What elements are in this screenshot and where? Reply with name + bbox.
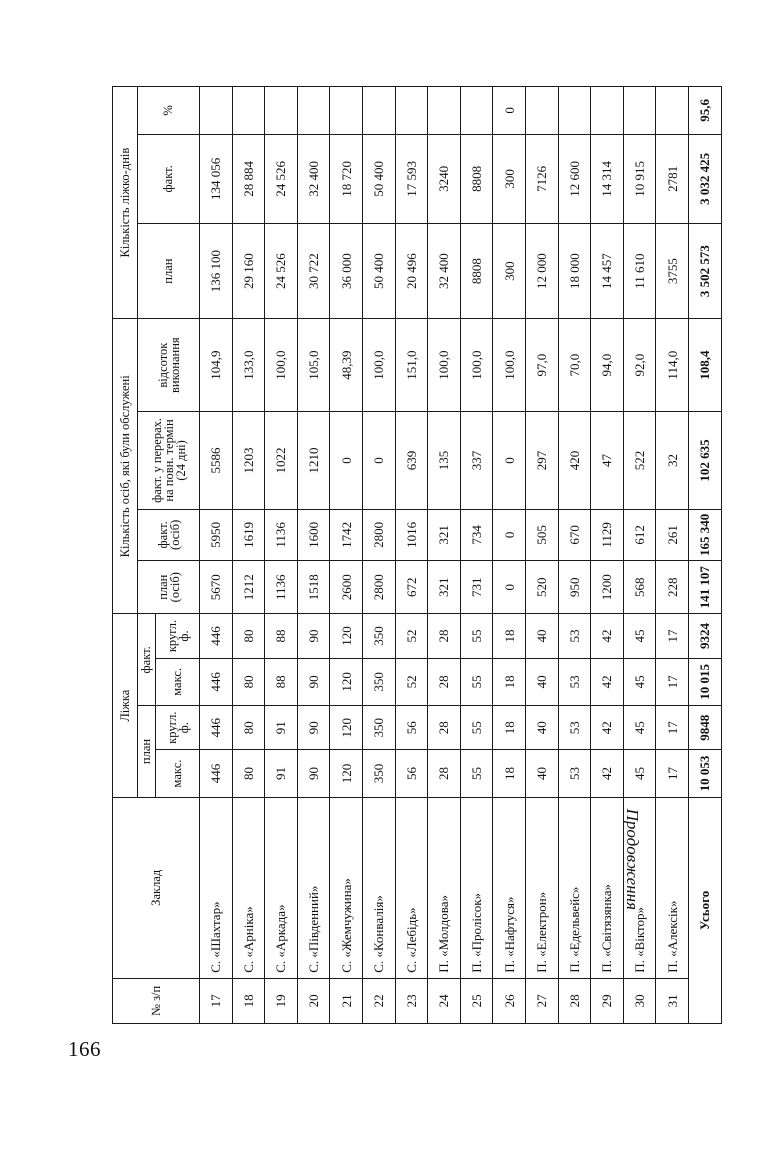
cell-po: 1200 — [591, 560, 624, 614]
cell-po: 228 — [656, 560, 689, 614]
cell-pct — [362, 87, 395, 135]
cell-fo: 261 — [656, 509, 689, 560]
cell-bp: 136 100 — [200, 223, 233, 318]
row-place-name: П. «Молдова» — [428, 797, 461, 978]
cell-fm: 28 — [428, 658, 461, 706]
cell-fo: 1016 — [395, 509, 428, 560]
cell-po: 0 — [493, 560, 526, 614]
row-number: 21 — [330, 978, 363, 1023]
cell-bp: 32 400 — [428, 223, 461, 318]
row-number: 27 — [525, 978, 558, 1023]
cell-pm: 28 — [428, 750, 461, 798]
cell-pct — [623, 87, 656, 135]
sanatorium-statistics-table — [112, 86, 722, 1024]
cell-pm: 42 — [591, 750, 624, 798]
cell-fo: 1129 — [591, 509, 624, 560]
cell-pm: 446 — [200, 750, 233, 798]
total-fm: 10 015 — [688, 658, 721, 706]
cell-fo: 2800 — [362, 509, 395, 560]
cell-pk: 18 — [493, 706, 526, 750]
cell-fm: 40 — [525, 658, 558, 706]
cell-pm: 40 — [525, 750, 558, 798]
row-number: 22 — [362, 978, 395, 1023]
cell-vid: 92,0 — [623, 319, 656, 412]
cell-bp: 18 000 — [558, 223, 591, 318]
cell-pct — [656, 87, 689, 135]
header-fact-kruh: кругл. ф. — [156, 614, 200, 658]
cell-pm: 45 — [623, 750, 656, 798]
cell-pct — [200, 87, 233, 135]
cell-bf: 300 — [493, 134, 526, 223]
cell-fp: 0 — [330, 412, 363, 510]
cell-po: 1136 — [265, 560, 298, 614]
cell-fk: 55 — [460, 614, 493, 658]
cell-vid: 133,0 — [232, 319, 265, 412]
row-place-name: П. «Електрон» — [525, 797, 558, 978]
cell-fp: 337 — [460, 412, 493, 510]
cell-pm: 90 — [297, 750, 330, 798]
cell-fp: 522 — [623, 412, 656, 510]
continuation-label: Продовження — [623, 808, 642, 910]
cell-pk: 90 — [297, 706, 330, 750]
table-row — [493, 87, 526, 1024]
row-place-name: С. «Лебідь» — [395, 797, 428, 978]
cell-pm: 18 — [493, 750, 526, 798]
row-number: 23 — [395, 978, 428, 1023]
cell-pm: 350 — [362, 750, 395, 798]
cell-pct — [232, 87, 265, 135]
cell-fm: 52 — [395, 658, 428, 706]
cell-bf: 18 720 — [330, 134, 363, 223]
row-place-name: П. «Нафтуся» — [493, 797, 526, 978]
row-place-name: П. «Світязянка» — [591, 797, 624, 978]
table-row — [330, 87, 363, 1024]
cell-fk: 40 — [525, 614, 558, 658]
cell-bp: 50 400 — [362, 223, 395, 318]
cell-fo: 734 — [460, 509, 493, 560]
table-row — [428, 87, 461, 1024]
cell-pm: 17 — [656, 750, 689, 798]
cell-fk: 42 — [591, 614, 624, 658]
cell-bf: 3240 — [428, 134, 461, 223]
header-bd-pct: % — [138, 87, 200, 135]
cell-bf: 32 400 — [297, 134, 330, 223]
cell-pk: 56 — [395, 706, 428, 750]
cell-fo: 670 — [558, 509, 591, 560]
cell-fk: 120 — [330, 614, 363, 658]
cell-pct — [525, 87, 558, 135]
header-fact-persons: факт. (осіб) — [138, 509, 200, 560]
cell-bp: 14 457 — [591, 223, 624, 318]
cell-fk: 52 — [395, 614, 428, 658]
header-bd-plan: план — [138, 223, 200, 318]
cell-pk: 17 — [656, 706, 689, 750]
cell-pct: 0 — [493, 87, 526, 135]
cell-pct — [460, 87, 493, 135]
cell-fm: 90 — [297, 658, 330, 706]
cell-pk: 120 — [330, 706, 363, 750]
cell-po: 2800 — [362, 560, 395, 614]
cell-bp: 3755 — [656, 223, 689, 318]
cell-fk: 18 — [493, 614, 526, 658]
cell-vid: 97,0 — [525, 319, 558, 412]
cell-pm: 53 — [558, 750, 591, 798]
table-row — [265, 87, 298, 1024]
cell-pk: 350 — [362, 706, 395, 750]
row-place-name: С. «Конвалія» — [362, 797, 395, 978]
total-fp: 102 635 — [688, 412, 721, 510]
header-number: № з/п — [113, 978, 200, 1023]
cell-fm: 88 — [265, 658, 298, 706]
cell-fp: 639 — [395, 412, 428, 510]
cell-fp: 32 — [656, 412, 689, 510]
cell-fk: 28 — [428, 614, 461, 658]
cell-bf: 14 314 — [591, 134, 624, 223]
cell-pct — [395, 87, 428, 135]
row-place-name: С. «Аркада» — [265, 797, 298, 978]
cell-pm: 80 — [232, 750, 265, 798]
header-persons: Кількість осіб, які були обслужені — [113, 319, 138, 614]
cell-fk: 45 — [623, 614, 656, 658]
total-label: Усього — [688, 797, 721, 1023]
cell-bf: 2781 — [656, 134, 689, 223]
cell-po: 321 — [428, 560, 461, 614]
cell-fp: 420 — [558, 412, 591, 510]
total-bp: 3 502 573 — [688, 223, 721, 318]
cell-vid: 100,0 — [493, 319, 526, 412]
cell-fp: 0 — [362, 412, 395, 510]
cell-pk: 40 — [525, 706, 558, 750]
cell-fm: 446 — [200, 658, 233, 706]
table-row — [297, 87, 330, 1024]
cell-fk: 88 — [265, 614, 298, 658]
cell-pm: 56 — [395, 750, 428, 798]
cell-fp: 1203 — [232, 412, 265, 510]
cell-fp: 1210 — [297, 412, 330, 510]
header-bd-fact: факт. — [138, 134, 200, 223]
cell-fo: 1136 — [265, 509, 298, 560]
header-place: Заклад — [113, 797, 200, 978]
total-bf: 3 032 425 — [688, 134, 721, 223]
cell-bp: 30 722 — [297, 223, 330, 318]
cell-fm: 42 — [591, 658, 624, 706]
total-row — [688, 87, 721, 1024]
row-place-name: С. «Арніка» — [232, 797, 265, 978]
cell-po: 731 — [460, 560, 493, 614]
total-fo: 165 340 — [688, 509, 721, 560]
cell-vid: 70,0 — [558, 319, 591, 412]
row-number: 25 — [460, 978, 493, 1023]
cell-pk: 45 — [623, 706, 656, 750]
table-row — [200, 87, 233, 1024]
cell-bp: 8808 — [460, 223, 493, 318]
rotated-table-container — [112, 86, 748, 1024]
total-pct: 95,6 — [688, 87, 721, 135]
cell-pct — [330, 87, 363, 135]
cell-vid: 94,0 — [591, 319, 624, 412]
cell-po: 5670 — [200, 560, 233, 614]
row-number: 30 — [623, 978, 656, 1023]
cell-pct — [428, 87, 461, 135]
row-number: 20 — [297, 978, 330, 1023]
total-pk: 9848 — [688, 706, 721, 750]
table-row — [656, 87, 689, 1024]
table-row — [525, 87, 558, 1024]
cell-bf: 24 526 — [265, 134, 298, 223]
cell-fk: 350 — [362, 614, 395, 658]
header-bed-days: Кількість ліжко-днів — [113, 87, 138, 319]
row-place-name: П. «Алексік» — [656, 797, 689, 978]
cell-fk: 446 — [200, 614, 233, 658]
cell-po: 2600 — [330, 560, 363, 614]
header-beds-plan: план — [138, 706, 156, 798]
cell-fm: 45 — [623, 658, 656, 706]
row-place-name: П. «Пролісок» — [460, 797, 493, 978]
row-place-name: П. «Едельвейс» — [558, 797, 591, 978]
cell-fm: 80 — [232, 658, 265, 706]
cell-bp: 11 610 — [623, 223, 656, 318]
header-fact-max: макс. — [156, 658, 200, 706]
cell-pk: 91 — [265, 706, 298, 750]
cell-pk: 28 — [428, 706, 461, 750]
row-number: 17 — [200, 978, 233, 1023]
cell-bf: 17 593 — [395, 134, 428, 223]
total-vid: 108,4 — [688, 319, 721, 412]
cell-po: 950 — [558, 560, 591, 614]
header-percent-done: відсоток виконання — [138, 319, 200, 412]
row-place-name: С. «Шахтар» — [200, 797, 233, 978]
table-row — [395, 87, 428, 1024]
cell-vid: 151,0 — [395, 319, 428, 412]
cell-vid: 100,0 — [428, 319, 461, 412]
table-row — [362, 87, 395, 1024]
cell-fo: 1600 — [297, 509, 330, 560]
cell-pm: 55 — [460, 750, 493, 798]
cell-fm: 53 — [558, 658, 591, 706]
cell-fk: 90 — [297, 614, 330, 658]
cell-fp: 0 — [493, 412, 526, 510]
cell-pk: 53 — [558, 706, 591, 750]
cell-po: 520 — [525, 560, 558, 614]
row-number: 19 — [265, 978, 298, 1023]
cell-vid: 48,39 — [330, 319, 363, 412]
cell-fk: 80 — [232, 614, 265, 658]
table-row — [558, 87, 591, 1024]
cell-vid: 105,0 — [297, 319, 330, 412]
cell-bf: 12 600 — [558, 134, 591, 223]
row-number: 18 — [232, 978, 265, 1023]
cell-bp: 24 526 — [265, 223, 298, 318]
total-fk: 9324 — [688, 614, 721, 658]
cell-fp: 1022 — [265, 412, 298, 510]
cell-bp: 300 — [493, 223, 526, 318]
header-plan-persons: план (осіб) — [138, 560, 200, 614]
cell-bf: 134 056 — [200, 134, 233, 223]
cell-fp: 47 — [591, 412, 624, 510]
cell-fo: 1619 — [232, 509, 265, 560]
cell-vid: 100,0 — [362, 319, 395, 412]
cell-fo: 0 — [493, 509, 526, 560]
cell-pct — [558, 87, 591, 135]
row-number: 29 — [591, 978, 624, 1023]
row-number: 28 — [558, 978, 591, 1023]
row-number: 24 — [428, 978, 461, 1023]
page-number: 166 — [68, 1037, 101, 1061]
cell-pk: 80 — [232, 706, 265, 750]
cell-fm: 55 — [460, 658, 493, 706]
cell-fo: 1742 — [330, 509, 363, 560]
total-pm: 10 053 — [688, 750, 721, 798]
cell-po: 1212 — [232, 560, 265, 614]
header-plan-max: макс. — [156, 750, 200, 798]
cell-po: 1518 — [297, 560, 330, 614]
table-row — [232, 87, 265, 1024]
cell-fk: 53 — [558, 614, 591, 658]
cell-pm: 120 — [330, 750, 363, 798]
cell-pct — [297, 87, 330, 135]
cell-fp: 5586 — [200, 412, 233, 510]
cell-fk: 17 — [656, 614, 689, 658]
header-beds-fact: факт. — [138, 614, 156, 706]
header-fact-recalc: факт. у перерах. на повн. термін (24 дні) — [138, 412, 200, 510]
cell-fo: 612 — [623, 509, 656, 560]
cell-pct — [265, 87, 298, 135]
cell-bf: 28 884 — [232, 134, 265, 223]
cell-pk: 55 — [460, 706, 493, 750]
cell-pct — [591, 87, 624, 135]
cell-pk: 446 — [200, 706, 233, 750]
cell-fo: 5950 — [200, 509, 233, 560]
cell-pk: 42 — [591, 706, 624, 750]
cell-fm: 18 — [493, 658, 526, 706]
cell-fo: 505 — [525, 509, 558, 560]
cell-bp: 20 496 — [395, 223, 428, 318]
table-row — [591, 87, 624, 1024]
cell-po: 672 — [395, 560, 428, 614]
total-po: 141 107 — [688, 560, 721, 614]
cell-fm: 350 — [362, 658, 395, 706]
row-number: 31 — [656, 978, 689, 1023]
cell-fp: 135 — [428, 412, 461, 510]
cell-po: 568 — [623, 560, 656, 614]
cell-vid: 100,0 — [460, 319, 493, 412]
row-place-name: П. «Віктор» — [623, 797, 656, 978]
cell-bp: 36 000 — [330, 223, 363, 318]
table-row — [623, 87, 656, 1024]
cell-bf: 7126 — [525, 134, 558, 223]
cell-fm: 120 — [330, 658, 363, 706]
cell-bf: 8808 — [460, 134, 493, 223]
cell-bf: 50 400 — [362, 134, 395, 223]
row-place-name: С. «Жемчужина» — [330, 797, 363, 978]
cell-bp: 12 000 — [525, 223, 558, 318]
cell-pm: 91 — [265, 750, 298, 798]
cell-fp: 297 — [525, 412, 558, 510]
table-row — [460, 87, 493, 1024]
cell-bf: 10 915 — [623, 134, 656, 223]
cell-fm: 17 — [656, 658, 689, 706]
row-number: 26 — [493, 978, 526, 1023]
cell-vid: 104,9 — [200, 319, 233, 412]
row-place-name: С. «Південний» — [297, 797, 330, 978]
cell-fo: 321 — [428, 509, 461, 560]
cell-bp: 29 160 — [232, 223, 265, 318]
cell-vid: 114,0 — [656, 319, 689, 412]
header-plan-kruh: кругл. ф. — [156, 706, 200, 750]
header-beds: Ліжка — [113, 614, 138, 797]
cell-vid: 100,0 — [265, 319, 298, 412]
